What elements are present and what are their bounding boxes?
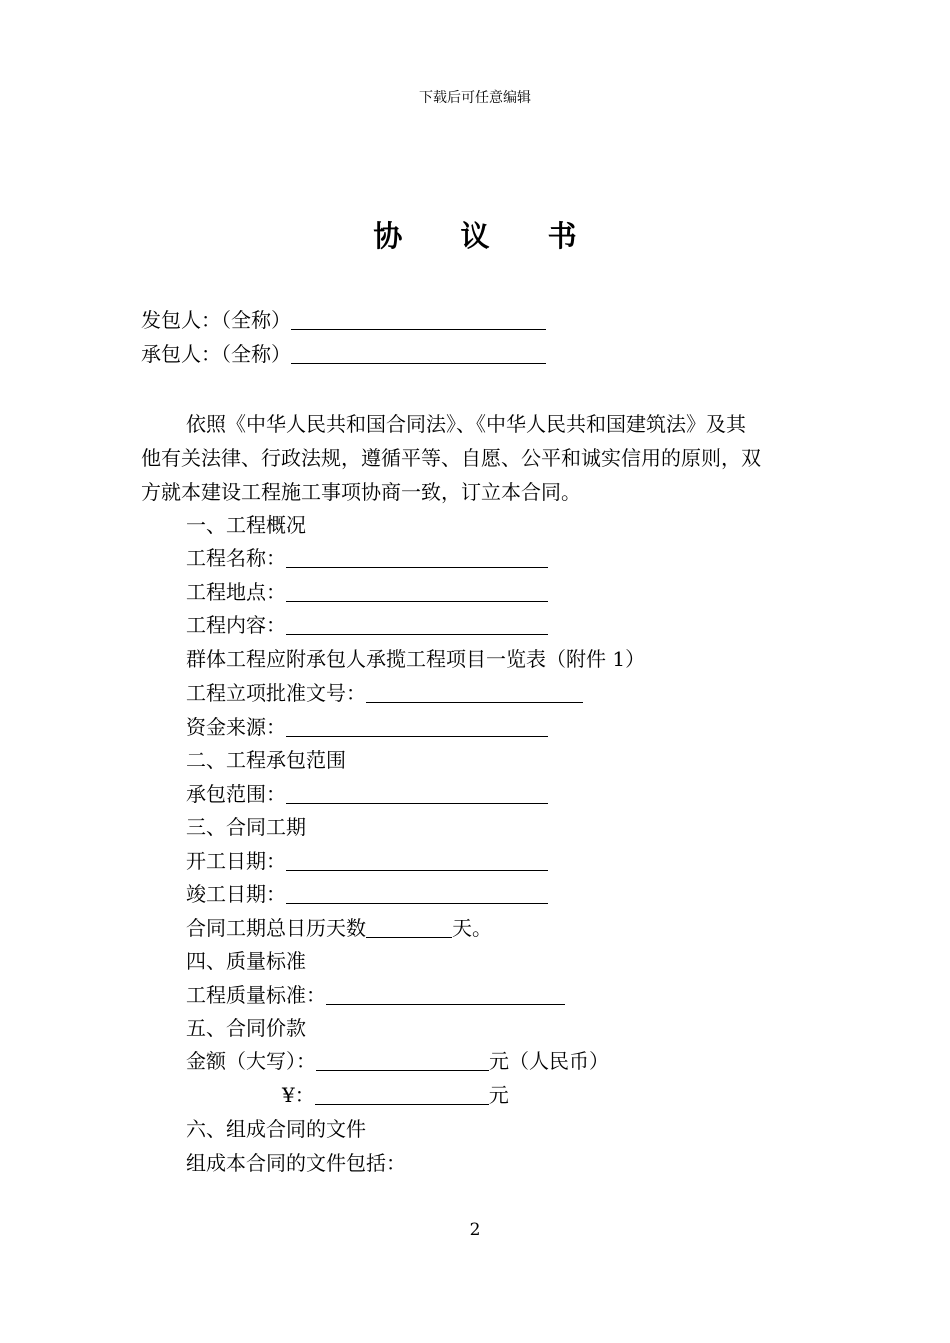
funding-source-line: [186, 713, 548, 741]
end-date-blank[interactable]: [286, 883, 548, 904]
section-5-heading: 五、合同价款: [186, 1016, 306, 1040]
total-days-line: [186, 914, 492, 942]
page-number: 2: [469, 1220, 481, 1240]
amount-figures-label: ¥：: [282, 1083, 315, 1107]
document-title: [0, 214, 950, 255]
approval-number-line: [186, 679, 583, 707]
amount-words-label: 金额（大写）：: [186, 1049, 316, 1073]
section-1-heading: 一、工程概况: [186, 513, 306, 537]
preamble-line-3: 方就本建设工程施工事项协商一致，订立本合同。: [141, 480, 581, 504]
total-days-blank[interactable]: [366, 917, 452, 938]
approval-number-blank[interactable]: [366, 682, 583, 703]
contractor-name-blank[interactable]: [291, 343, 546, 364]
scope-line: [186, 780, 548, 808]
group-project-note: 群体工程应附承包人承揽工程项目一览表（附件 1）: [186, 647, 646, 671]
preamble-line-2: 他有关法律、行政法规，遵循平等、自愿、公平和诚实信用的原则，双: [141, 446, 761, 470]
project-content-line: [186, 611, 548, 639]
project-name-blank[interactable]: [286, 547, 548, 568]
total-days-suffix: 天。: [452, 916, 492, 940]
project-content-blank[interactable]: [286, 614, 548, 635]
quality-standard-blank[interactable]: [326, 984, 565, 1005]
project-location-label: 工程地点：: [186, 580, 286, 604]
contract-docs-intro: 组成本合同的文件包括：: [186, 1151, 406, 1175]
amount-figures-line: [282, 1081, 509, 1109]
approval-number-label: 工程立项批准文号：: [186, 681, 366, 705]
section-3-heading: 三、合同工期: [186, 815, 306, 839]
project-location-line: [186, 578, 548, 606]
employer-label: 发包人：（全称）: [141, 308, 291, 332]
title-char-3: 书: [547, 219, 577, 253]
quality-standard-line: [186, 981, 565, 1009]
amount-figures-suffix: 元: [488, 1083, 509, 1107]
amount-words-suffix: 元（人民币）: [489, 1049, 609, 1073]
scope-label: 承包范围：: [186, 782, 286, 806]
section-2-heading: 二、工程承包范围: [186, 748, 346, 772]
section-6-heading: 六、组成合同的文件: [186, 1117, 366, 1141]
contractor-label: 承包人：（全称）: [141, 342, 291, 366]
title-char-1: 协: [373, 219, 403, 253]
end-date-label: 竣工日期：: [186, 882, 286, 906]
total-days-prefix: 合同工期总日历天数: [186, 916, 366, 940]
preamble-line-1: 依照《中华人民共和国合同法》、《中华人民共和国建筑法》及其: [186, 412, 746, 436]
amount-words-blank[interactable]: [316, 1050, 489, 1071]
funding-source-blank[interactable]: [286, 716, 548, 737]
contractor-line: [141, 340, 546, 368]
end-date-line: [186, 880, 548, 908]
title-char-2: 议: [460, 219, 490, 253]
project-name-label: 工程名称：: [186, 546, 286, 570]
section-4-heading: 四、质量标准: [186, 949, 306, 973]
amount-figures-blank[interactable]: [315, 1084, 489, 1105]
employer-line: [141, 306, 546, 334]
scope-blank[interactable]: [286, 783, 548, 804]
funding-source-label: 资金来源：: [186, 715, 286, 739]
project-name-line: [186, 544, 548, 572]
employer-name-blank[interactable]: [291, 309, 546, 330]
start-date-label: 开工日期：: [186, 849, 286, 873]
project-content-label: 工程内容：: [186, 613, 286, 637]
start-date-line: [186, 847, 548, 875]
project-location-blank[interactable]: [286, 581, 548, 602]
header-note: 下载后可任意编辑: [419, 90, 531, 106]
start-date-blank[interactable]: [286, 850, 548, 871]
quality-standard-label: 工程质量标准：: [186, 983, 326, 1007]
amount-words-line: [186, 1047, 609, 1075]
